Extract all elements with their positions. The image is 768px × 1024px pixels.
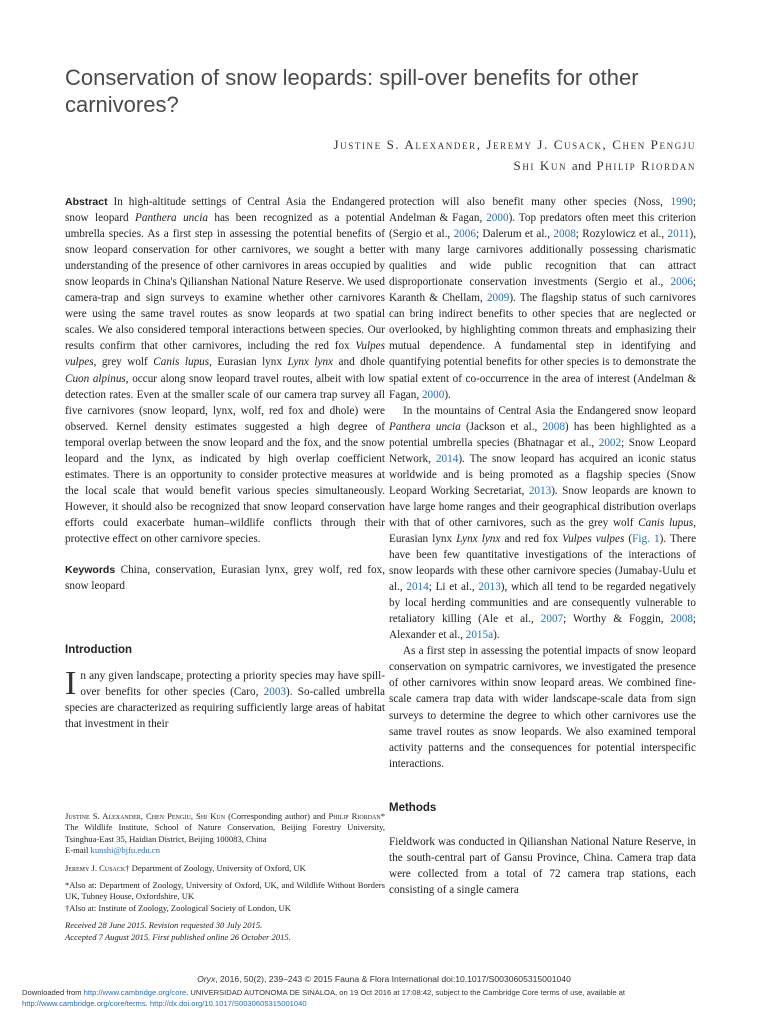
methods-heading: Methods	[389, 801, 437, 814]
abstract-text: and dhole	[338, 356, 386, 369]
keywords	[65, 562, 385, 594]
affiliation-4: †Also at: Institute of Zoology, Zoological Society of London, UK	[65, 902, 291, 913]
terms-link[interactable]: http://www.cambridge.org/core/terms	[22, 999, 146, 1008]
abstract	[65, 194, 385, 547]
body-text: ).	[493, 629, 500, 642]
body-text: ; Rozylowicz et al.,	[575, 228, 665, 241]
abstract-text: , grey wolf	[93, 356, 148, 369]
affiliation-3: *Also at: Department of Zoology, University of Oxford, UK, and Wildlife Without Borders UK, Tubney House, Oxfordshire, UK	[65, 880, 385, 902]
introduction-heading: Introduction	[65, 644, 133, 657]
body-text: ), with many large carnivores additionally possessing charismatic qualities and wide public recognition that can attract disproportionate conservation investments (Sergio et al.,	[389, 228, 697, 289]
body-text: ). Snow leopards are known to have large home ranges and their geographical distribution overlaps with that of other carnivores, such as the grey wolf	[389, 484, 696, 529]
body-text: ; Worthy & Foggin,	[563, 613, 664, 626]
ref-link[interactable]: 2014	[406, 581, 429, 594]
body-paragraph: As a first step in assessing the potential impacts of snow leopard conservation on sympatric carnivores, we investigated the presence of other carnivores within snow leopard areas. We combined fine-scale camera trap data with wider landscape-scale data from sign surveys to determine the degree to which other carnivores use the same travel routes as snow leopards. We also examined temporal activity patterns and the consequences for potential interspecific interactions.	[389, 645, 696, 770]
keywords-text: China, conservation, Eurasian lynx, grey wolf, red fox, snow leopard	[65, 564, 386, 593]
authors-line-1: Justine S. Alexander, Jeremy J. Cusack, Chen Pengju	[333, 137, 696, 152]
species-name: Canis lupus	[153, 356, 210, 369]
ref-link[interactable]: 2011	[667, 228, 690, 241]
body-text: ). Top predators often meet this criterion (Sergio et al.,	[389, 212, 696, 241]
body-text: and red fox	[504, 532, 558, 545]
author-riordan: Philip Riordan	[596, 158, 696, 173]
ref-link[interactable]: 2009	[486, 292, 510, 305]
ref-link[interactable]: 2006	[670, 276, 693, 289]
ref-link[interactable]: 2007	[540, 613, 564, 626]
body-text: ). The flagship status of such carnivores can bring indirect benefits to other species that are neglected or overlooked, by highlighting common threats and emphasizing their mutual dependence. A fundamental step in identifying and quantifying potential benefits for other species is to demonstrate the spatial extent of co-occurrence in the area of interest (Andelman & Fagan,	[389, 292, 697, 401]
body-text: ). There have been few quantitative investigations of the interactions of snow leopards with these other carnivore species (Jumabay-Uulu et al.,	[389, 532, 697, 594]
intro-text: n any given landscape, protecting a priority species may have spill-over benefits for other species (Caro,	[80, 670, 385, 699]
body-text: ) has been highlighted as a potential umbrella species (Bhatnagar et al.,	[389, 420, 697, 449]
abstract-text: has been recognized as a potential umbrella species. As a first step in assessing the potential benefits of snow leopard conservation for other carnivores, we sought a better understanding of the presence of other carnivores in areas occupied by snow leopards in China's Qilianshan National Nature Reserve. We used camera-trap and sign surveys to examine whether other carnivores were using the same travel routes as snow leopards at two spatial scales. We also considered temporal interactions between species. Our results confirm that other carnivores, including the red fox	[65, 212, 385, 353]
authors-and: and	[571, 158, 592, 173]
ref-link[interactable]: 2013	[478, 581, 501, 594]
citation-text: , 2016, 50(2), 239–243 © 2015 Fauna & Flora International doi:10.1017/S0030605315001040	[215, 974, 571, 984]
ref-link[interactable]: 2002	[598, 436, 622, 449]
body-text: ; Karanth & Chellam,	[389, 276, 697, 305]
body-text: ; Alexander et al.,	[389, 613, 697, 642]
body-text: ; Snow Leopard Network,	[389, 436, 697, 465]
doi-link[interactable]: http://dx.doi.org/10.1017/S0030605315001040	[149, 999, 307, 1008]
ref-link[interactable]: 2000	[486, 212, 509, 225]
species-name: Lynx lynx	[456, 532, 501, 545]
email-label: E-mail	[65, 845, 89, 856]
intro-paragraph	[65, 665, 385, 732]
body-text: ; Dalerum et al.,	[475, 228, 551, 241]
species-name: Panthera uncia	[389, 420, 461, 433]
species-name: Vulpes vulpes	[65, 340, 385, 369]
body-text: protection will also benefit many other species (Noss,	[389, 196, 663, 208]
body-text: ), which all tend to be regarded negatively by local herding communities and are consequently vulnerable to retaliatory killing (Ale et al.,	[389, 581, 697, 626]
ref-link[interactable]: 2006	[453, 228, 476, 241]
right-column	[389, 194, 696, 898]
body-text: , Eurasian lynx	[389, 516, 696, 545]
species-name: Panthera uncia	[135, 212, 208, 225]
footnotes	[65, 811, 385, 949]
body-text: ; Li et al.,	[428, 581, 475, 594]
author-shi-kun: Shi Kun	[513, 158, 568, 173]
body-text: ; Andelman & Fagan,	[389, 196, 696, 225]
ref-link[interactable]: 2000	[421, 388, 445, 401]
ref-link[interactable]: 2008	[542, 420, 565, 433]
intro-text: ). So-called umbrella species are characterized as requiring sufficiently large areas of habitat that investment in their	[65, 686, 385, 731]
author-names: Justine S. Alexander, Chen Pengju, Shi Kun	[65, 811, 226, 821]
footnote-text: (Corresponding author) and	[228, 811, 326, 821]
species-name: Cuon alpinus	[65, 372, 126, 385]
author-names: Jeremy J. Cusack	[65, 862, 126, 873]
download-text: Downloaded from	[22, 988, 82, 997]
species-name: Canis lupus	[638, 516, 694, 529]
body-text: ).	[444, 388, 451, 401]
body-paragraph	[389, 194, 696, 403]
journal-citation	[0, 974, 768, 984]
core-link[interactable]: http://www.cambridge.org/core	[83, 988, 187, 997]
abstract-text: , occur along snow leopard travel routes, albeit with low detection rates. Even at the smaller scale of our camera trap survey all five carnivores (snow leopard, lynx, wolf, red fox and dhole) were observed. Kernel density estimates suggested a high degree of temporal overlap between the snow leopard and the fox, and the snow leopard and the lynx, as indicated by high overlap coefficient estimates. There is an opportunity to consider protective measures at the local scale that would benefit various species simultaneously. However, it should also be recognized that snow leopard conservation efforts could exacerbate human–wildlife conflicts through their protective effect on other carnivore species.	[65, 372, 385, 545]
abstract-label: Abstract	[65, 196, 108, 208]
body-text: In the mountains of Central Asia the Endangered snow leopard	[403, 404, 696, 417]
ref-link[interactable]: 2015a	[465, 629, 494, 642]
ref-link[interactable]: 2003	[263, 686, 286, 699]
body-paragraph: In the mountains of Central Asia the Endangered snow leopard Panthera uncia (Jackson et al., 2008) has been highlighted as a potential umbrella species (Bhatnagar et al., 2002; Snow Leopard Network, 2014). The snow leopard has acquired an iconic status worldwide and is being promoted as a flagship species (Snow Leopard Working Secretariat, 2013). Snow leopards are known to have large home ranges and their geographical distribution overlaps with that of other carnivores, such as the grey wolf Canis lupus, Eurasian lynx Lynx lynx and red fox Vulpes vulpes (Fig. 1). There have been few quantitative investigations of the interactions of snow leopards with these other carnivore species (Jumabay-Uulu et al., 2014; Li et al., 2013), which all tend to be regarded negatively by local herding communities and are consequently vulnerable to retaliatory killing (Ale et al., 2007; Worthy & Foggin, 2008; Alexander et al., 2015a).	[389, 404, 697, 642]
abstract-text: , Eurasian lynx	[209, 356, 282, 369]
author-names: Philip Riordan	[328, 811, 381, 821]
email-link[interactable]: kunshi@bjfu.edu.cn	[90, 845, 161, 856]
figure-link[interactable]: Fig. 1	[632, 532, 660, 545]
keywords-label: Keywords	[65, 564, 116, 577]
footnote-text: † Department of Zoology, University of Oxford, UK	[125, 862, 306, 873]
separator: .	[145, 999, 148, 1008]
footnote-text: * The Wildlife Institute, School of Nature Conservation, Beijing Forestry University, Tsinghua-East 35, Haidian District, Beijing 100083, China	[65, 811, 386, 844]
ref-link[interactable]: 2014	[435, 452, 459, 465]
ref-link[interactable]: 2013	[528, 484, 552, 497]
download-notice	[22, 987, 752, 1009]
drop-cap: I	[65, 665, 77, 703]
download-text: . UNIVERSIDAD AUTONOMA DE SINALOA, on 19 Oct 2016 at 17:08:42, subject to the Cambridge Core terms of use, available at	[186, 988, 626, 997]
authors-line-2	[176, 155, 696, 176]
ref-link[interactable]: 1990	[670, 196, 693, 208]
species-name: Vulpes vulpes	[562, 532, 625, 545]
received-date: Received 28 June 2015. Revision requested 30 July 2015.	[65, 920, 263, 931]
body-text: ). The snow leopard has acquired an iconic status worldwide and is being promoted as a flagship species (Snow Leopard Working Secretariat,	[389, 452, 696, 497]
article-title: Conservation of snow leopards: spill-over benefits for other carnivores?	[65, 65, 639, 117]
affiliation-2	[65, 863, 385, 874]
accepted-date: Accepted 7 August 2015. First published online 26 October 2015.	[65, 931, 291, 942]
ref-link[interactable]: 2008	[670, 613, 693, 626]
ref-link[interactable]: 2008	[553, 228, 576, 241]
journal-name: Oryx	[197, 974, 216, 984]
species-name: Lynx lynx	[287, 356, 334, 369]
affiliation-1	[65, 811, 385, 857]
body-text: (Jackson et al.,	[465, 420, 538, 433]
abstract-text: In high-altitude settings of Central Asia the Endangered snow leopard	[65, 196, 385, 225]
body-paragraph: Fieldwork was conducted in Qilianshan National Nature Reserve, in the south-central part of Gansu Province, China. Camera trap data were collected from a total of 72 camera trap stations, each consisting of a single camera	[389, 835, 696, 896]
author-list	[176, 134, 696, 176]
left-column	[65, 194, 385, 732]
